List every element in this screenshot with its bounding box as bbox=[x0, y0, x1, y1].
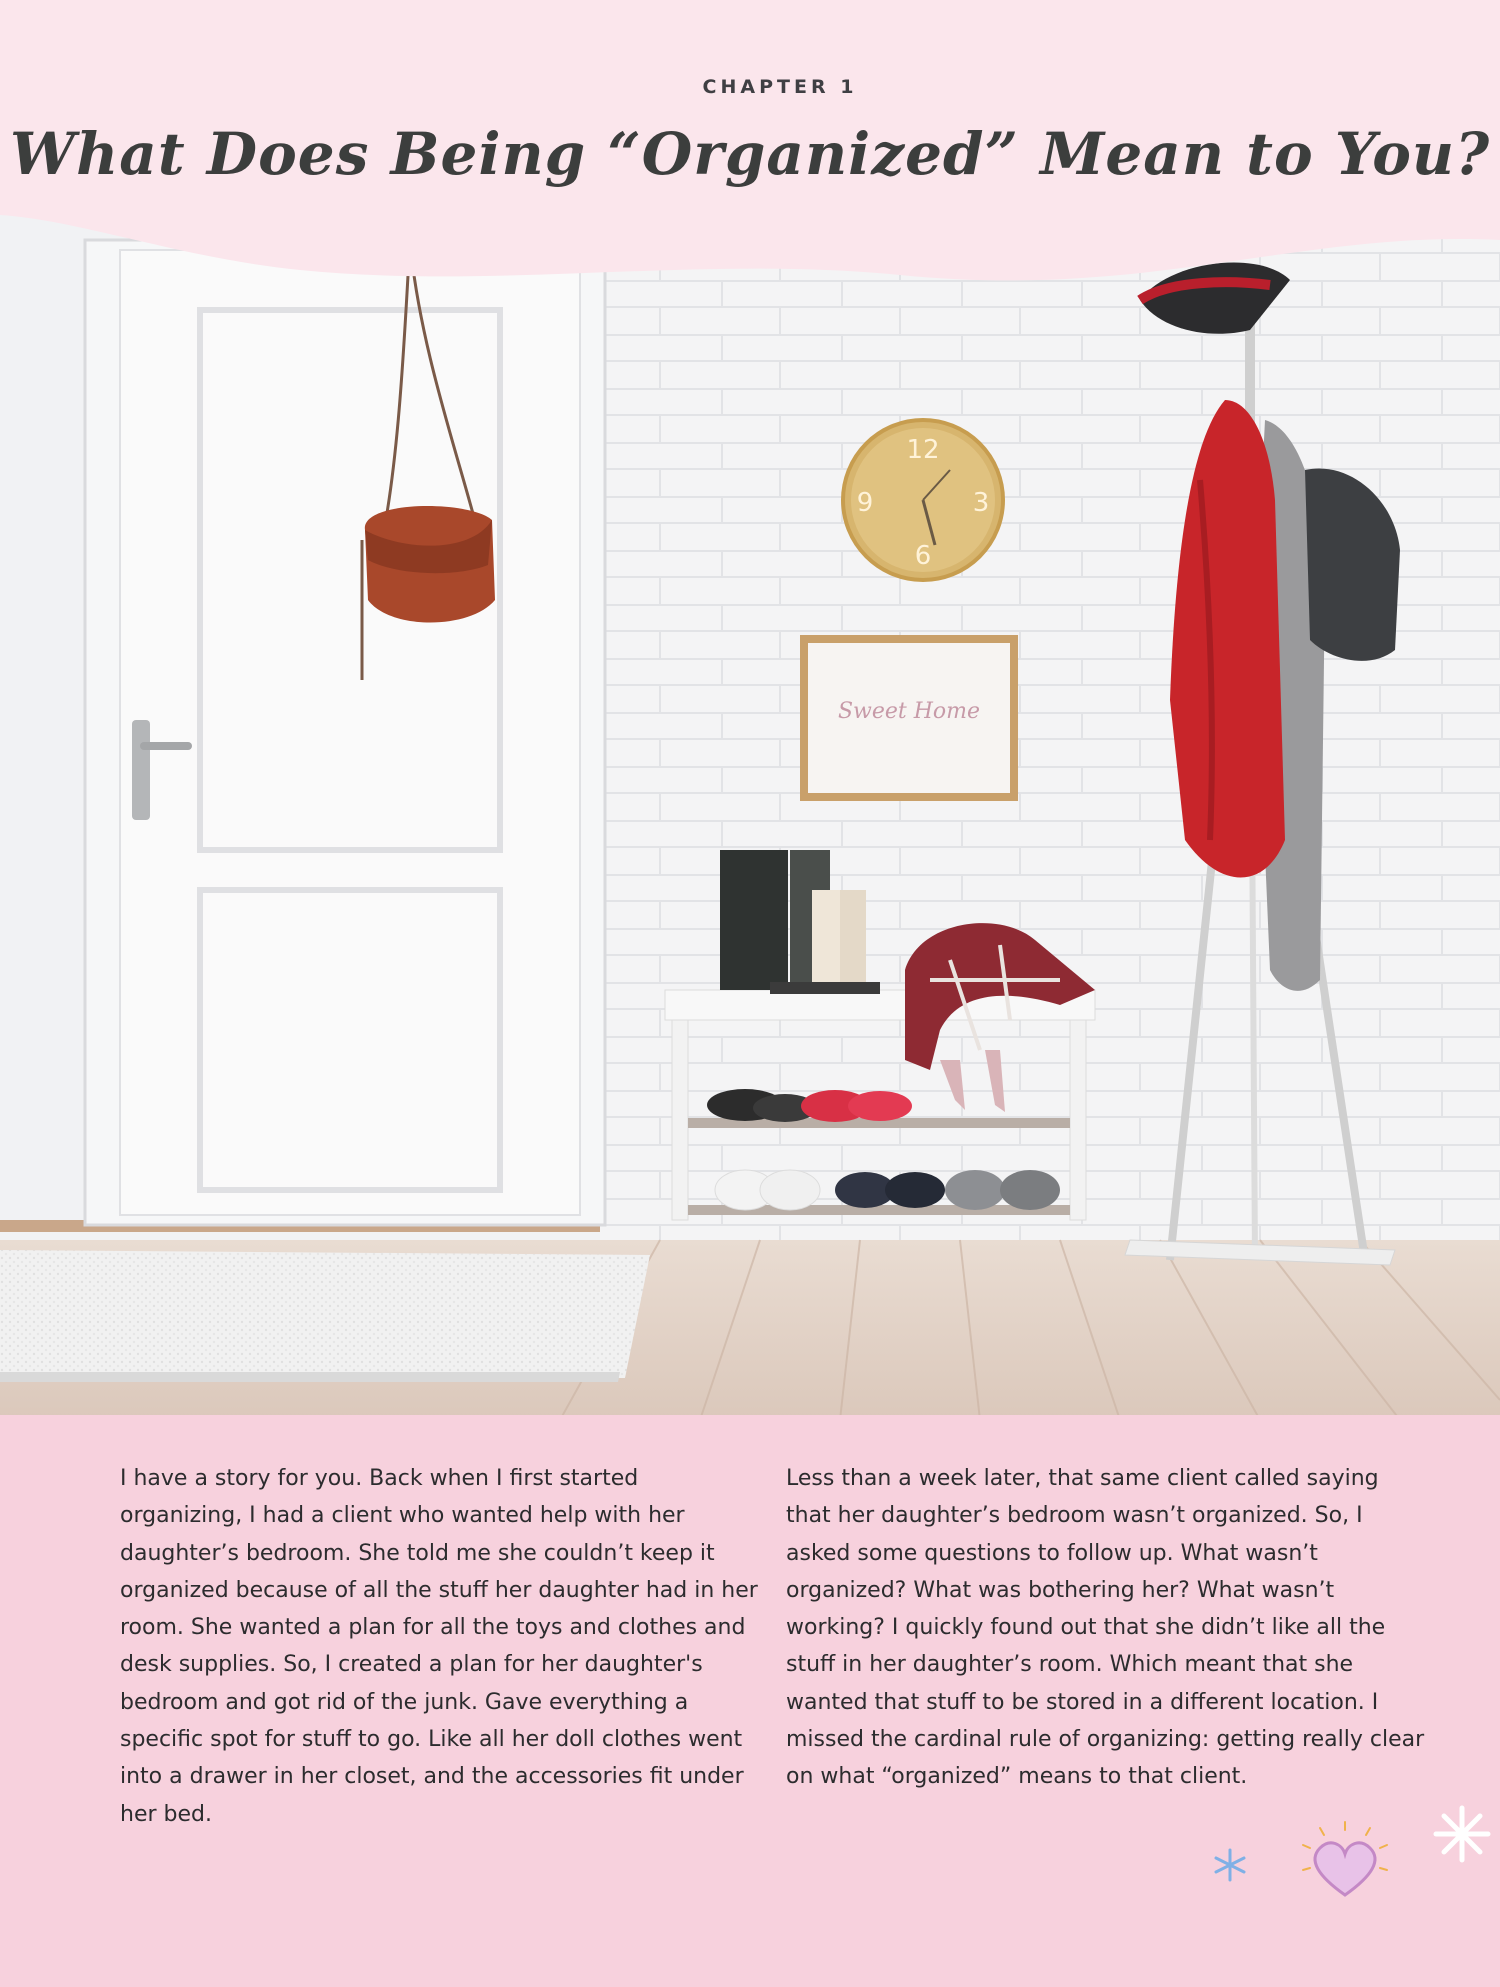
right-paragraph: Less than a week later, that same client called saying that her daughter’s bedroom wasn’t organized. So, I asked some questions to follow up. What wasn’t organized? What was bothering her? What wasn’t working? I quickly found out that she didn’t like all the stuff in her daughter’s room. Which meant that she wanted that stuff to be stored in a different location. I missed the cardinal rule of organizing: getting really clear on what “organized” means to that client. bbox=[786, 1466, 1425, 1790]
right-column bbox=[786, 1460, 1426, 1796]
clock-6: 6 bbox=[914, 541, 932, 571]
clock-9: 9 bbox=[856, 488, 874, 518]
sparkle-icon bbox=[1216, 1850, 1244, 1880]
page-title: What Does Being “Organized” Mean to You? bbox=[9, 120, 1491, 188]
heart-icon bbox=[1303, 1822, 1387, 1895]
wall-clock bbox=[843, 420, 1003, 580]
entryway-photo bbox=[0, 200, 1500, 1420]
clock-12: 12 bbox=[906, 435, 940, 465]
clock-3: 3 bbox=[972, 488, 990, 518]
star-burst-icon bbox=[1436, 1808, 1488, 1860]
white-rug bbox=[0, 1250, 650, 1378]
left-paragraph: I have a story for you. Back when I first started organizing, I had a client who wanted help with her daughter’s bedroom. She told me she couldn’t keep it organized because of all the stuff her daughter had in her room. She wanted a plan for all the toys and clothes and desk supplies. So, I created a plan for her daughter's bedroom and got rid of the junk. Gave everything a specific spot for stuff to go. Like all her doll clothes went into a drawer in her closet, and the accessories fit under her bed. bbox=[120, 1466, 758, 1827]
frame-text: Sweet Home bbox=[837, 699, 981, 724]
doodle-group bbox=[1200, 1800, 1500, 1940]
chapter-label: CHAPTER 1 bbox=[702, 76, 858, 98]
door bbox=[85, 240, 605, 1225]
brick-wall bbox=[600, 200, 1500, 1240]
picture-frame bbox=[800, 635, 1018, 801]
left-column bbox=[120, 1460, 760, 1833]
